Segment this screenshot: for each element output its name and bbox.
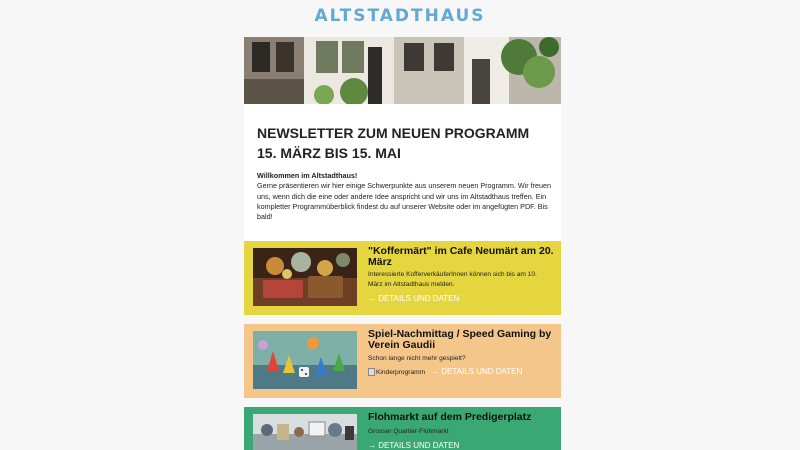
headline-line-1: NEWSLETTER ZUM NEUEN PROGRAMM	[257, 125, 530, 141]
event-description: Schon lange nicht mehr gespielt?	[368, 355, 466, 362]
details-link[interactable]: → DETAILS UND DATEN	[368, 294, 460, 303]
event-title: Spiel-Nachmittag / Speed Gaming by Verein Gaudii	[368, 328, 552, 351]
intro-card	[244, 104, 561, 241]
kinderprogramm-image[interactable]	[368, 368, 425, 376]
newsletter-headline	[257, 123, 552, 163]
event-card-spiel-nachmittag	[244, 324, 561, 398]
flea-market-photo[interactable]	[253, 414, 357, 450]
details-link[interactable]: → DETAILS UND DATEN	[368, 441, 460, 450]
event-description: Interessierte KofferverkäuferInnen können sich bis am 10. März im Altstadthaus melden.	[368, 271, 537, 288]
headline-line-2: 15. MÄRZ BIS 15. MAI	[257, 145, 401, 161]
event-description: Grosser Quartier-Flohmarkt	[368, 428, 449, 435]
details-link[interactable]: → DETAILS UND DATEN	[431, 367, 523, 376]
welcome-text: Willkommen im Altstadthaus!	[257, 171, 358, 180]
event-card-koffermaert	[244, 241, 561, 315]
event-title: Flohmarkt auf dem Predigerplatz	[368, 411, 532, 423]
event-title: "Koffermärt" im Cafe Neumärt am 20. März	[368, 245, 554, 268]
image-alt-text: Kinderprogramm	[376, 368, 426, 376]
altstadthaus-logo[interactable]: ALTSTADTHAUS	[314, 6, 486, 26]
suitcase-market-photo[interactable]	[253, 248, 357, 306]
event-card-flohmarkt	[244, 407, 561, 450]
board-game-photo[interactable]	[253, 331, 357, 389]
intro-text	[257, 171, 552, 222]
intro-paragraph: Gerne präsentieren wir hier einige Schwerpunkte aus unserem neuen Programm. Wir freuen uns, wenn dich die eine oder andere Idee anspricht und wir uns im Altstadthaus treffen. Ein kompletter Programmüberblick findest du auf unserer Website oder im angefügten PDF. Bis bald!	[257, 181, 552, 222]
broken-image-icon	[368, 368, 375, 376]
hero-image	[244, 37, 561, 104]
